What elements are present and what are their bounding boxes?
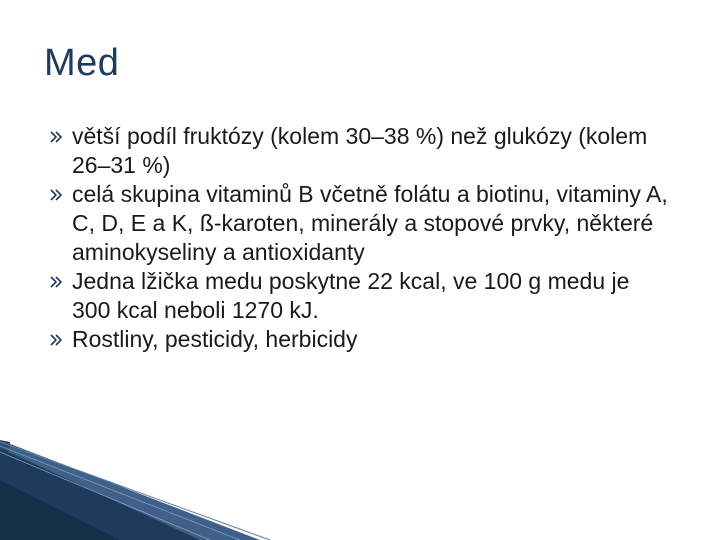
bullet-text: celá skupina vitaminů B včetně folátu a biotinu, vitaminy A, C, D, E a K, ß-karoten, minerály a stopové prvky, některé aminokyseliny a antioxidanty <box>72 181 668 265</box>
bullet-item <box>50 180 670 267</box>
bullet-text: větší podíl fruktózy (kolem 30–38 %) než glukózy (kolem 26–31 %) <box>72 123 648 178</box>
bullet-item <box>50 267 670 325</box>
bullet-text: Rostliny, pesticidy, herbicidy <box>72 326 358 352</box>
bullet-item <box>50 122 670 180</box>
chevron-bullet-icon <box>50 276 62 288</box>
chevron-bullet-icon <box>50 131 62 143</box>
bullet-text: Jedna lžička medu poskytne 22 kcal, ve 100 g medu je 300 kcal neboli 1270 kJ. <box>72 268 630 323</box>
bullet-list <box>50 122 670 354</box>
chevron-bullet-icon <box>50 189 62 201</box>
slide-title: Med <box>44 42 120 84</box>
bullet-item <box>50 325 670 354</box>
decorative-swoosh <box>0 440 720 540</box>
chevron-bullet-icon <box>50 334 62 346</box>
